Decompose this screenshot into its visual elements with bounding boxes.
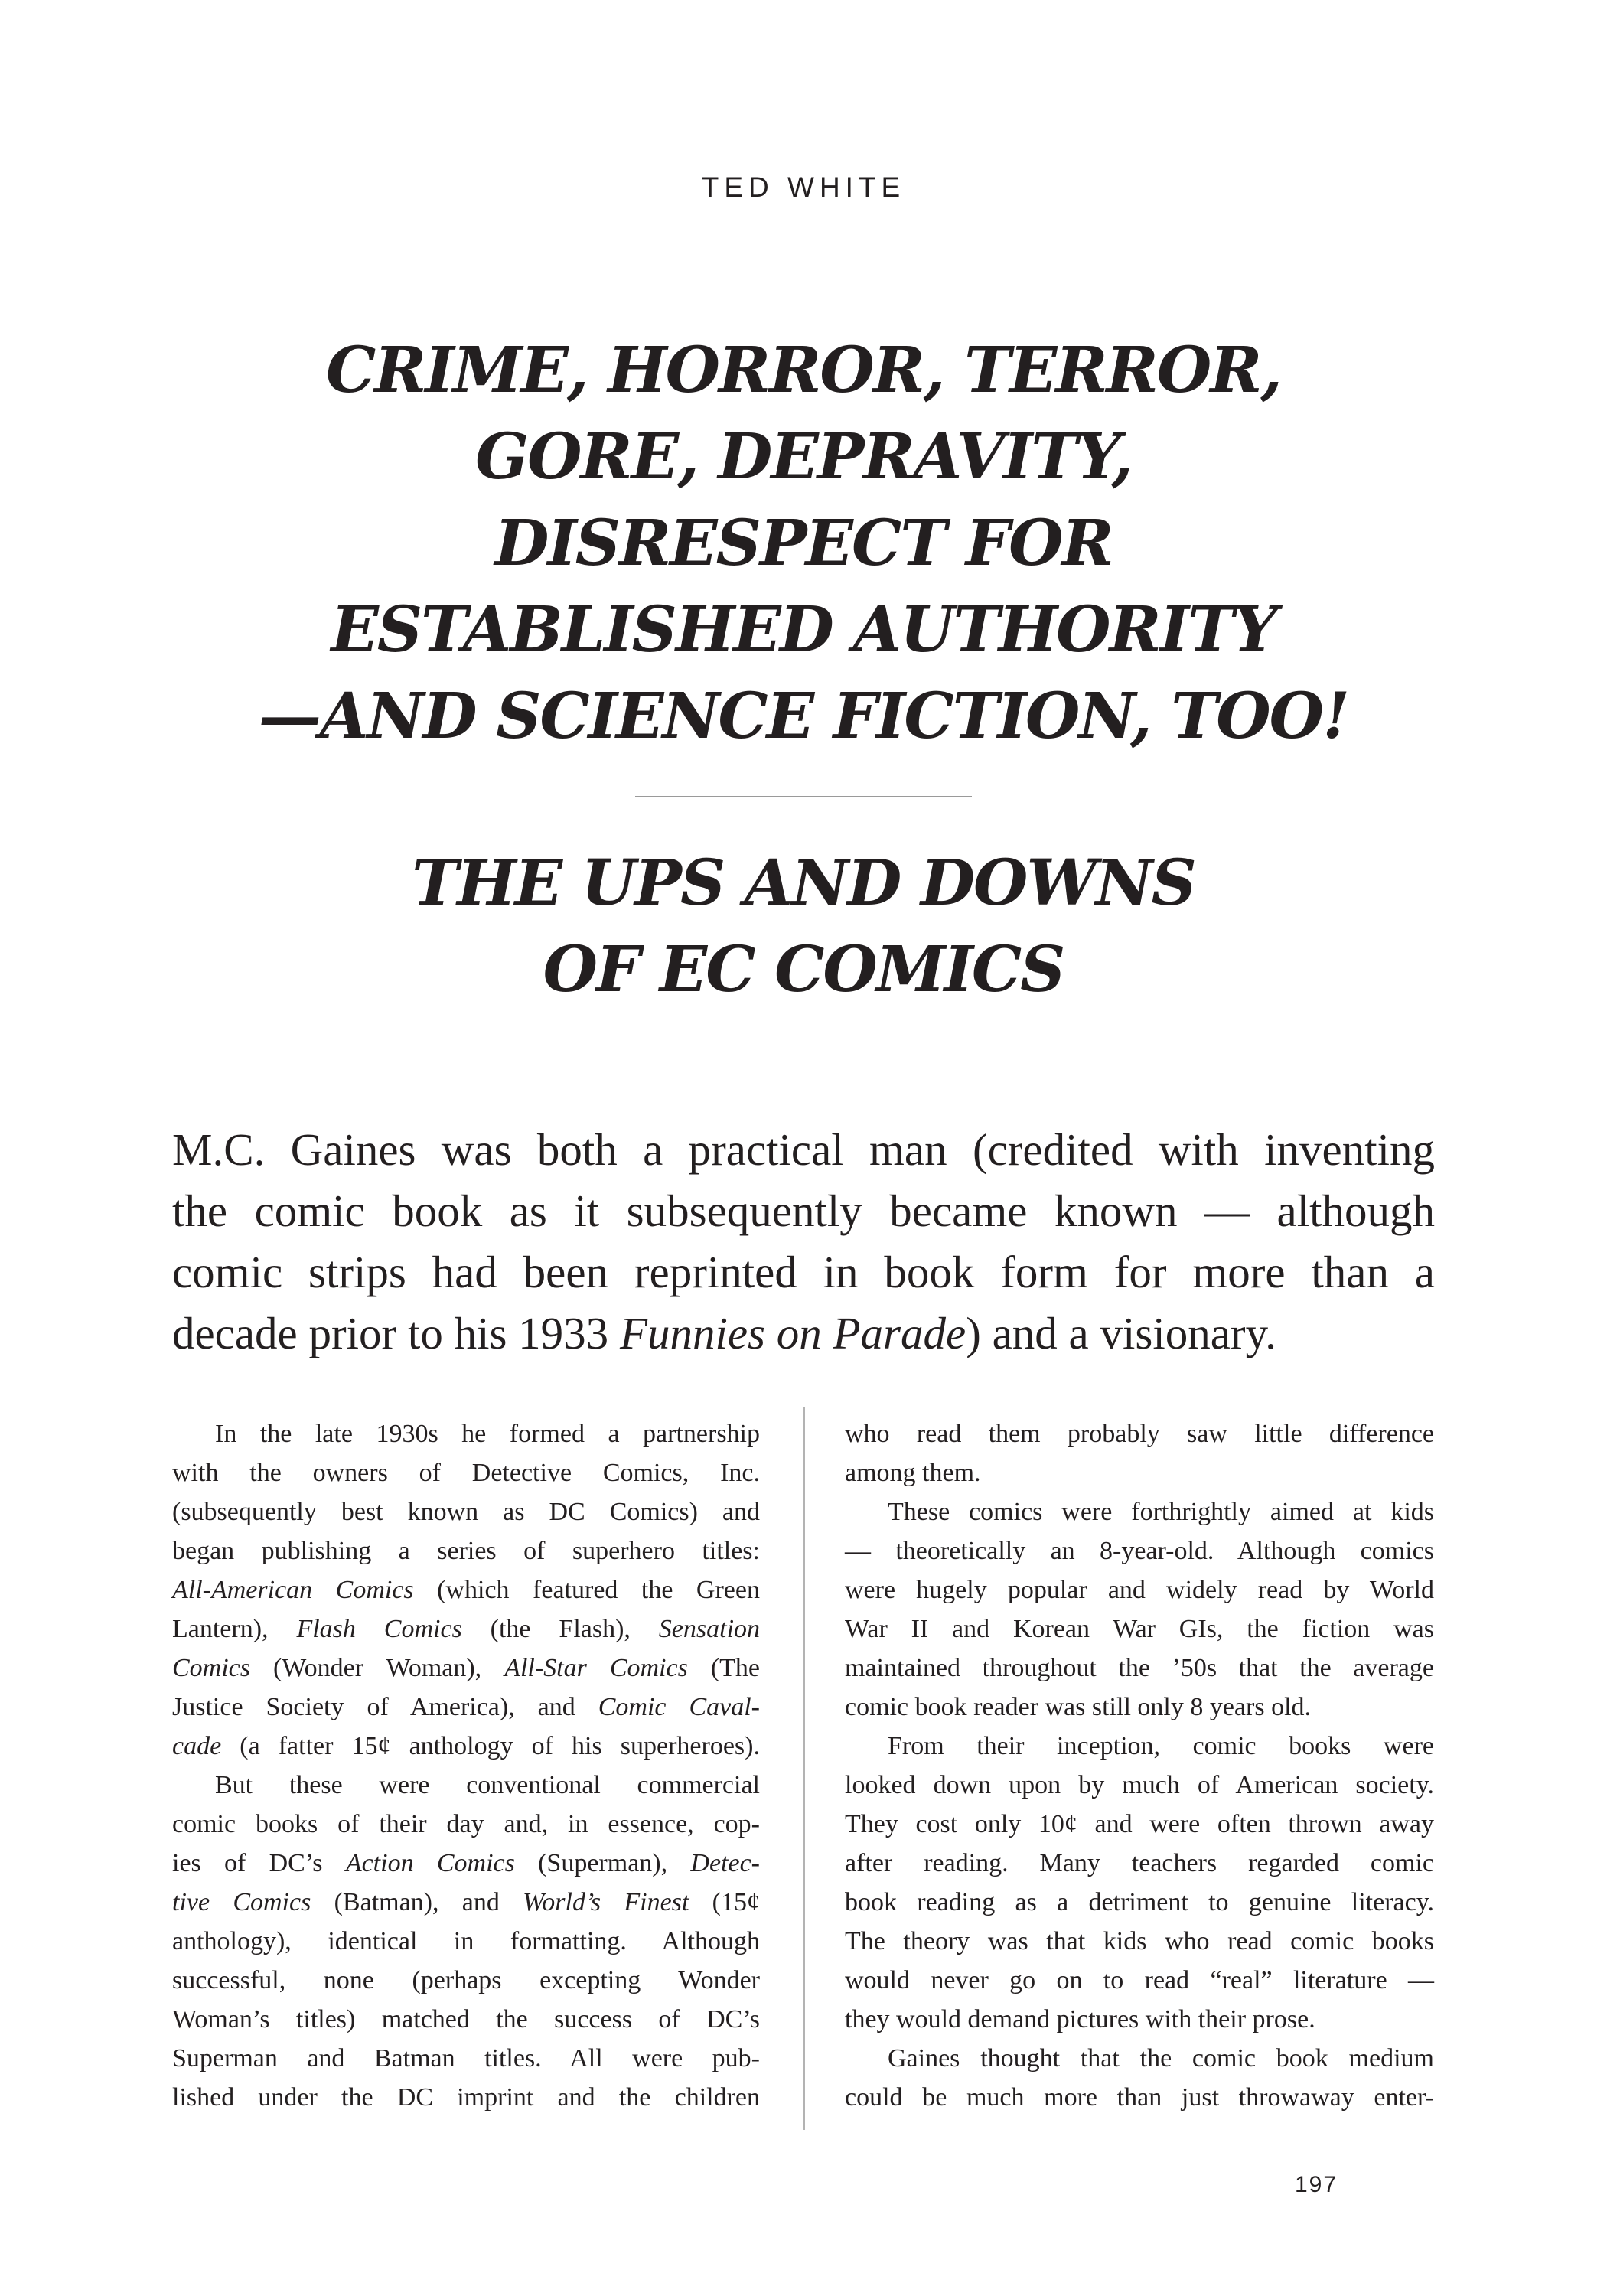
right-column <box>845 1414 1434 2117</box>
body-line: began publishing a series of superhero titles: <box>172 1537 760 1565</box>
body-line: lished under the DC imprint and the children <box>172 2083 760 2112</box>
body-line: Gaines thought that the comic book medium <box>888 2044 1434 2073</box>
column-rule <box>804 1407 805 2130</box>
lede-line: the comic book as it subsequently became known — although <box>172 1186 1435 1236</box>
article-title <box>115 328 1492 760</box>
body-line: They cost only 10¢ and were often thrown away <box>845 1810 1434 1838</box>
body-line: anthology), identical in formatting. Although <box>172 1927 760 1955</box>
article-subtitle <box>115 840 1492 1013</box>
lede-text: decade prior to his 1933 <box>172 1308 620 1358</box>
lede-paragraph <box>172 1119 1435 1364</box>
body-line <box>172 1609 760 1649</box>
lede-line <box>172 1303 1435 1364</box>
body-text: (Batman), and <box>311 1888 523 1916</box>
body-line <box>172 1570 760 1609</box>
body-line <box>172 1649 760 1688</box>
body-line: maintained throughout the ’50s that the average <box>845 1654 1434 1682</box>
body-line: looked down upon by much of American society. <box>845 1771 1434 1799</box>
subtitle-line: OF EC COMICS <box>543 933 1064 1006</box>
left-column <box>172 1414 760 2117</box>
title-line: —AND SCIENCE FICTION, TOO! <box>258 680 1349 753</box>
body-line <box>172 1688 760 1727</box>
body-line: From their inception, comic books were <box>888 1732 1434 1760</box>
lede-line: M.C. Gaines was both a practical man (credited with inventing <box>172 1124 1435 1175</box>
body-text: (The <box>687 1654 760 1682</box>
body-line: successful, none (perhaps excepting Wonder <box>172 1966 760 1994</box>
italic-title: All-American Comics <box>172 1576 414 1604</box>
body-line: comic books of their day and, in essence, cop- <box>172 1810 760 1838</box>
body-text: (which featured the Green <box>413 1576 760 1604</box>
italic-title: Action Comics <box>345 1849 515 1877</box>
lede-italic-title: Funnies on Parade <box>619 1308 966 1358</box>
body-line <box>172 1844 760 1883</box>
lede-line: comic strips had been reprinted in book form for more than a <box>172 1247 1435 1297</box>
body-line: (subsequently best known as DC Comics) and <box>172 1498 760 1526</box>
author-name: TED WHITE <box>701 171 906 203</box>
subtitle-line: THE UPS AND DOWNS <box>412 846 1195 920</box>
italic-title: tive Comics <box>172 1888 311 1916</box>
italic-title: Comics <box>172 1654 250 1682</box>
body-line: with the owners of Detective Comics, Inc. <box>172 1459 760 1487</box>
body-line: book reading as a detriment to genuine literacy. <box>845 1888 1434 1916</box>
title-divider <box>635 796 972 797</box>
body-text: Lantern), <box>172 1615 297 1643</box>
body-text: ies of DC’s <box>172 1849 346 1877</box>
body-line: These comics were forthrightly aimed at kids <box>888 1498 1434 1526</box>
body-line: — theoretically an 8-year-old. Although comics <box>845 1537 1434 1565</box>
body-text: (Superman), <box>514 1849 691 1877</box>
italic-title: Flash Comics <box>296 1615 462 1643</box>
body-line <box>172 1883 760 1922</box>
body-line: who read them probably saw little difference <box>845 1420 1434 1448</box>
body-line: among them. <box>845 1459 981 1487</box>
italic-title: All-Star Comics <box>504 1654 688 1682</box>
body-text: (15¢ <box>689 1888 760 1916</box>
body-line: But these were conventional commercial <box>215 1771 760 1799</box>
title-line: GORE, DEPRAVITY, <box>475 420 1132 494</box>
italic-title: World’s Finest <box>523 1888 689 1916</box>
body-text: (the Flash), <box>461 1615 659 1643</box>
title-line: DISRESPECT FOR <box>494 507 1113 580</box>
body-line: Woman’s titles) matched the success of DC’s <box>172 2005 760 2033</box>
body-text: (Wonder Woman), <box>250 1654 505 1682</box>
body-line: The theory was that kids who read comic books <box>845 1927 1434 1955</box>
italic-title: cade <box>172 1732 222 1760</box>
body-line: could be much more than just throwaway enter- <box>845 2083 1434 2112</box>
italic-title: Detec- <box>690 1849 760 1877</box>
lede-text: ) and a visionary. <box>966 1308 1276 1358</box>
body-line: after reading. Many teachers regarded comic <box>845 1849 1434 1877</box>
body-text: Justice Society of America), and <box>172 1693 598 1721</box>
page-number: 197 <box>1294 2172 1338 2197</box>
title-line: CRIME, HORROR, TERROR, <box>326 334 1281 407</box>
body-line: In the late 1930s he formed a partnership <box>215 1420 760 1448</box>
body-line: War II and Korean War GIs, the fiction was <box>845 1615 1434 1643</box>
italic-title: Comic Caval- <box>598 1693 761 1721</box>
body-line <box>172 1727 760 1766</box>
body-line: comic book reader was still only 8 years old. <box>845 1693 1312 1721</box>
body-line: Superman and Batman titles. All were pub- <box>172 2044 760 2073</box>
body-text: (a fatter 15¢ anthology of his superheroes). <box>221 1732 760 1760</box>
body-line: were hugely popular and widely read by World <box>845 1576 1434 1604</box>
title-line: ESTABLISHED AUTHORITY <box>331 593 1276 667</box>
body-line: would never go on to read “real” literature — <box>845 1966 1434 1994</box>
italic-title: Sensation <box>658 1615 761 1643</box>
body-line: they would demand pictures with their prose. <box>845 2005 1315 2033</box>
